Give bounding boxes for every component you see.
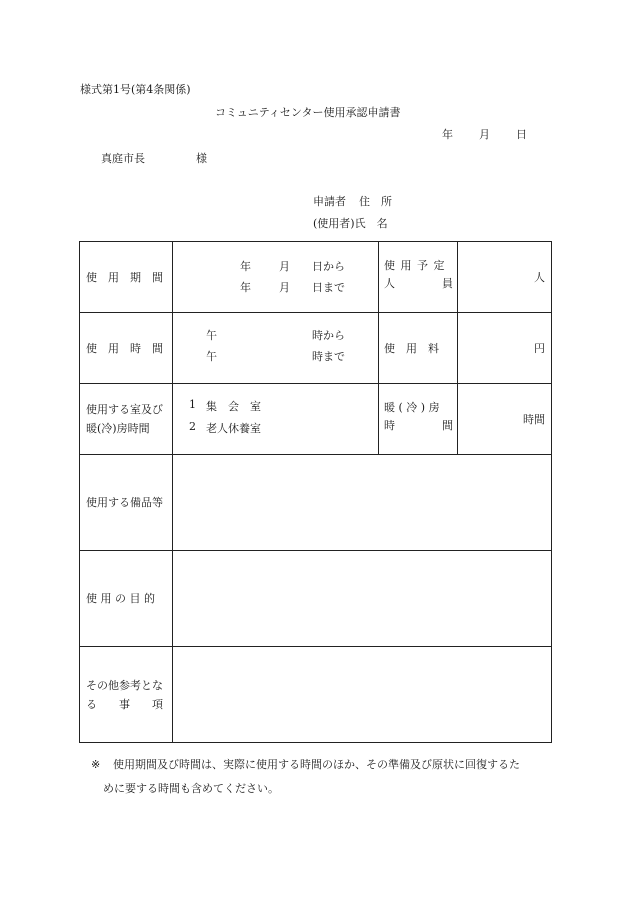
- date-month: 月: [479, 128, 490, 141]
- applicant-name-line: (使用者)氏 名: [313, 217, 388, 230]
- usage-period-field[interactable]: 年 月 日から 年 月 日まで: [173, 242, 379, 313]
- room-assembly-hall: 集 会 室: [206, 400, 261, 413]
- addressee-honorific: 様: [196, 152, 207, 165]
- rooms-field[interactable]: 1 集 会 室 2 老人休養室: [173, 384, 379, 455]
- document-title: コミュニティセンター使用承認申請書: [215, 106, 401, 119]
- applicant-address-line: [313, 193, 392, 209]
- row-usage-time: [80, 313, 552, 384]
- row-equipment: [80, 455, 552, 551]
- row-usage-period: [80, 242, 552, 313]
- address-label: 住 所: [359, 195, 392, 208]
- date-year: 年: [442, 128, 453, 141]
- footnote: [91, 753, 551, 801]
- row-rooms: [80, 384, 552, 455]
- usage-period-label: 使 用 期 間: [80, 242, 173, 313]
- usage-time-label: 使 用 時 間: [80, 313, 173, 384]
- form-id: 様式第1号(第4条関係): [80, 83, 191, 96]
- equipment-label: 使用する備品等: [80, 455, 173, 551]
- row-remarks: [80, 647, 552, 743]
- date-line: [442, 126, 527, 142]
- usage-fee-field[interactable]: 円: [458, 313, 552, 384]
- room-elderly-rest: 老人休養室: [206, 422, 261, 435]
- usage-fee-label: 使 用 料: [379, 313, 458, 384]
- purpose-label: 使 用 の 目 的: [80, 551, 173, 647]
- note-mark: ※: [91, 758, 101, 771]
- addressee: [101, 150, 207, 166]
- expected-users-field[interactable]: 人: [458, 242, 552, 313]
- heating-hours-field[interactable]: 時間: [458, 384, 552, 455]
- equipment-field[interactable]: [173, 455, 552, 551]
- expected-users-label: 使 用 予 定 人 員: [379, 242, 458, 313]
- remarks-field[interactable]: [173, 647, 552, 743]
- addressee-name: 真庭市長: [101, 152, 145, 165]
- heating-hours-label: 暖 ( 冷 ) 房 時 間: [379, 384, 458, 455]
- note-line-2: めに要する時間も含めてください。: [103, 782, 279, 795]
- rooms-label: 使用する室及び 暖(冷)房時間: [80, 384, 173, 455]
- purpose-field[interactable]: [173, 551, 552, 647]
- applicant-label: 申請者: [313, 195, 346, 208]
- remarks-label: その他参考とな る 事 項: [80, 647, 173, 743]
- application-table: [79, 241, 552, 743]
- date-day: 日: [516, 128, 527, 141]
- row-purpose: [80, 551, 552, 647]
- note-line-1: 使用期間及び時間は、実際に使用する時間のほか、その準備及び原状に回復するた: [113, 758, 520, 771]
- usage-time-field[interactable]: 午 時から 午 時まで: [173, 313, 379, 384]
